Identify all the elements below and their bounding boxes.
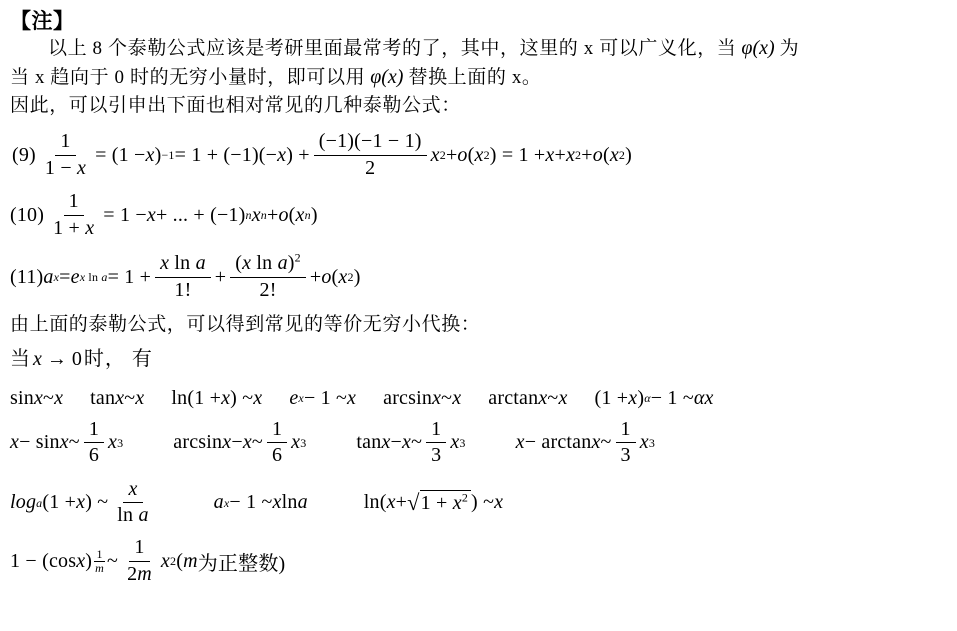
paragraph-text: 时， 有 (83, 347, 153, 370)
equiv-tan-minus-x: tan x − x ~ $\frac{1}{3}$ x 3 (356, 417, 466, 467)
equiv-ln-sqrt: ln( x + √ $1 + x^2$ ) ~ x (363, 489, 504, 515)
equivalence-row-3 (10, 478, 947, 528)
equivalence-row-1 (10, 387, 947, 410)
equiv-ln: ln(1 + x ) ~ x (171, 386, 263, 409)
phi-x-inline-math: φ(x) (370, 66, 404, 88)
paragraph-1-line-1 (10, 34, 947, 63)
paragraph-text: 当 x 趋向于 0 时的无穷小量时，即可以用 (10, 67, 366, 88)
paragraph-3: 由上面的泰勒公式，可以得到常见的等价无穷小代换： (10, 313, 481, 335)
paragraph-2: 因此，可以引申出下面也相对常见的几种泰勒公式： (10, 95, 461, 116)
paragraph-text: 当 (10, 347, 31, 370)
equiv-a-power-x: a x − 1 ~ x ln a (213, 491, 308, 514)
equiv-arctan: arctan x ~ x (488, 386, 568, 409)
note-heading: 【注】 (10, 9, 75, 33)
equiv-cos-root-m: 1 − (cos x ) $\frac{1}{m}$ ~ $\frac{1}{2m}$ x 2 ( m 为正整数) (10, 535, 286, 585)
equivalence-row-4 (10, 536, 947, 586)
paragraph-text: 以上 8 个泰勒公式应该是考研里面最常考的了，其中，这里的 x 可以广义化，当 (48, 38, 737, 59)
formula-9: (9) $\frac{1}{1 - x}$ = (1 − x ) −1 = 1 + (−1)(− x ) + $\frac{(-1)(-1 - 1)}{2}$ x 2 + o ( x 2 ) = 1 + x + x 2 + o ( x 2 ) (12, 130, 632, 179)
phi-x-inline-math: φ(x) (741, 37, 775, 59)
paragraph-text: 替换上面的 x。 (408, 67, 542, 88)
equiv-sin: sin x ~ x (10, 386, 64, 409)
paragraph-4 (10, 345, 947, 373)
equiv-arcsin-minus-x: arcsin x − x ~ $\frac{1}{6}$ x 3 (173, 417, 307, 467)
equiv-exp: e x − 1 ~ x (289, 386, 357, 409)
x-to-zero-inline-math: x → 0 (33, 347, 82, 370)
equiv-arcsin: arcsin x ~ x (383, 386, 462, 409)
formula-11: (11) a x = e x ln a = 1 + $\frac{\text{x ln a}}{1!}$ + $\frac{(x \ln a)^2}{2!}$ + o ( x 2 ) (10, 250, 361, 301)
equivalence-row-2 (10, 418, 947, 468)
equiv-power: (1 + x ) α − 1 ~ αx (594, 386, 714, 409)
paragraph-1-line-2 (10, 63, 947, 92)
equiv-x-minus-sin: x − sin x ~ $\frac{1}{6}$ x 3 (10, 417, 124, 467)
equiv-tan: tan x ~ x (90, 386, 145, 409)
formula-10: (10) $\frac{1}{1 + x}$ = 1 − x + ... + (−1) n x n + o ( x n ) (10, 190, 318, 239)
paragraph-text: 为 (779, 38, 800, 59)
equiv-x-minus-arctan: x − arctan x ~ $\frac{1}{3}$ x 3 (515, 417, 656, 467)
equiv-log-a: log a (1 + x ) ~ $\frac{x}{\text{ln a}}$ (10, 477, 149, 527)
